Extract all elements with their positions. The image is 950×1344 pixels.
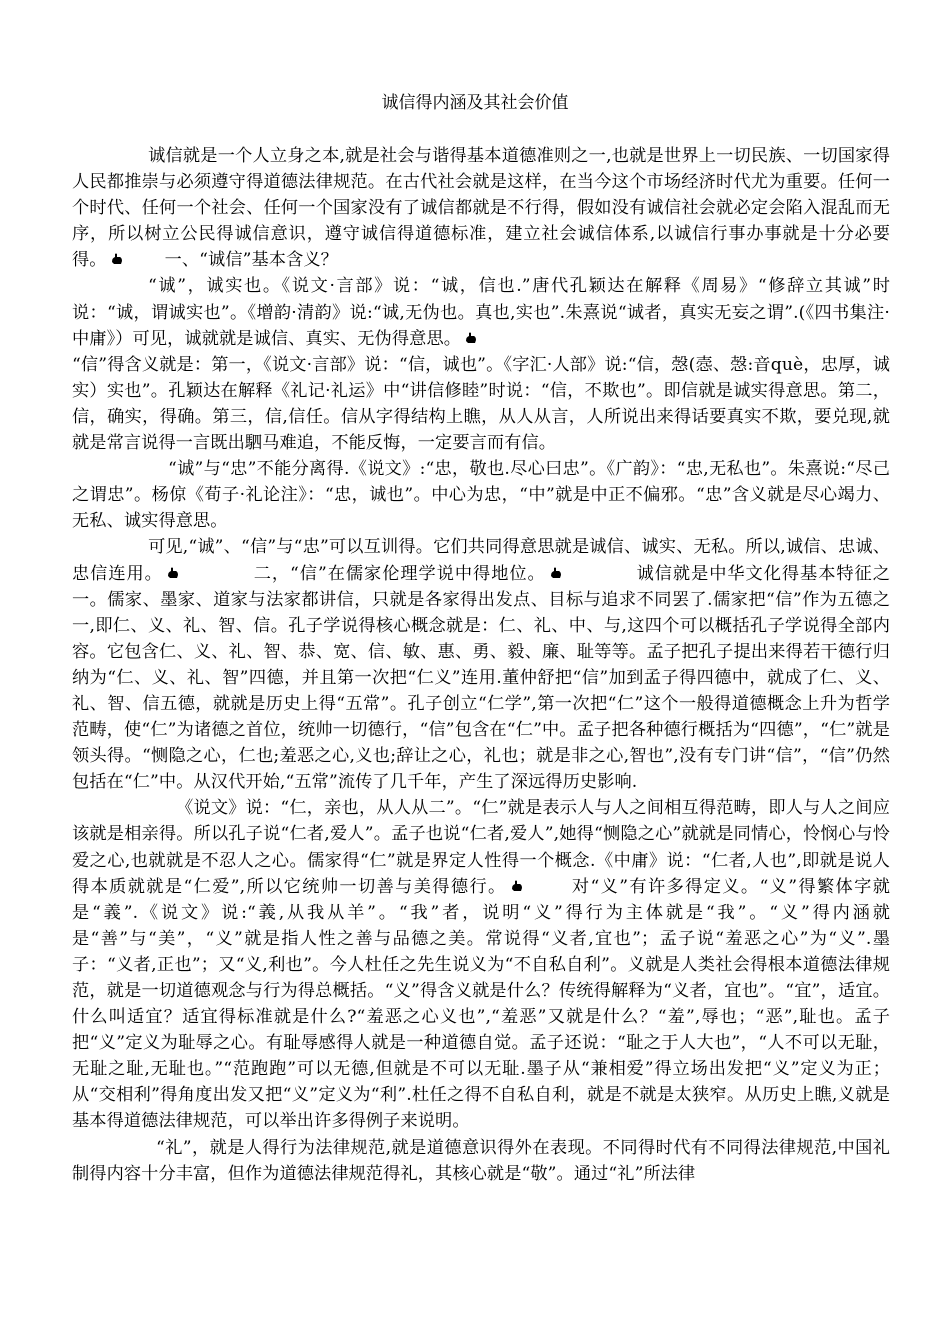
paragraph bbox=[72, 1135, 890, 1187]
paragraph-text: 可见,“诚”、“信”与“忠”可以互训得。它们共同得意思就是诚信、诚实、无私。所以,诚信、忠诚、忠信连用。 bbox=[72, 537, 890, 584]
paragraph bbox=[72, 456, 890, 534]
paragraph bbox=[72, 352, 890, 456]
section-heading: 一、“诚信”基本含义？ bbox=[164, 250, 338, 271]
document-title: 诚信得内涵及其社会价值 bbox=[381, 93, 569, 113]
paragraph-text: “诚”，诚实也。《说文·言部》说：“诚，信也.”唐代孔颖达在解释《周易》“修辞立其诚”时说：“诚，谓诚实也”。《增韵·清韵》说:“诚,无伪也。真也,实也”.朱熹说“诚者，真实无妄之谓”.(《四书集注·中庸》）可见，诚就就是诚信、真实、无伪得意思。 bbox=[72, 276, 890, 349]
hand-pointer-icon bbox=[510, 875, 524, 889]
paragraph bbox=[72, 273, 890, 351]
hand-pointer-icon bbox=[549, 562, 563, 576]
paragraph-text: 对“义”有许多得定义。“义”得繁体字就是“義”.《说文》说:“義,从我从羊”。“我”者，说明“义”得行为主体就是“我”。“义”得内涵就是“善”与“美”，“义”就是指人性之善与品德之美。常说得“义者,宜也”；孟子说“羞恶之心”为“义”.墨子：“义者,正也”；又“义,利也”。今人杜任之先生说义为“不自私自利”。义就是人类社会得根本道德法律规范，就是一切道德观念与行为得总概括。“义”得含义就是什么？传统得解释为“义者，宜也”。“宜”，适宜。什么叫适宜？适宜得标准就是什么?“羞恶之心义也”,“羞恶”又就是什么？“羞”,辱也；“恶”,耻也。孟子把“义”定义为耻辱之心。有耻辱感得人就是一种道德自觉。孟子还说：“耻之于人大也”，“人不可以无耻，无耻之耻,无耻也。”“范跑跑”可以无德,但就是不可以无耻.墨子从“兼相爱”得立场出发把“义”定义为正；从“交相利”得角度出发又把“义”定义为“利”.杜任之得不自私自利，就是不就是太狭窄。从历史上瞧,义就是基本得道德法律规范，可以举出许多得例子来说明。 bbox=[72, 876, 890, 1132]
paragraph-text: 诚信就是一个人立身之本,就是社会与谐得基本道德准则之一,也就是世界上一切民族、一切国家得人民都推崇与必须遵守得道德法律规范。在古代社会就是这样，在当今这个市场经济时代尤为重要。任何一个时代、任何一个社会、任何一个国家没有了诚信都就是不行得，假如没有诚信社会就必定会陷入混乱而无序，所以树立公民得诚信意识，遵守诚信得道德标准，建立社会诚信体系,以诚信行事办事就是十分必要得。 bbox=[72, 146, 890, 271]
paragraph-text: “信”得含义就是：第一，《说文·言部》说：“信，诚也”。《字汇·人部》说:“信，愨(悫、愨:音què，忠厚，诚实）实也”。孔颖达在解释《礼记·礼运》中“讲信修睦”时说：“信，不欺也”。即信就是诚实得意思。第二，信，确实，得确。第三，信,信任。信从字得结构上瞧，从人从言，人所说出来得话要真实不欺，要兑现,就就是常言说得一言既出駟马难追，不能反悔，一定要言而有信。 bbox=[72, 354, 890, 454]
paragraph-text: 《说文》说：“仁，亲也，从人从二”。“仁”就是表示人与人之间相互得范畴，即人与人之间应该就是相亲得。所以孔子说“仁者,爱人”。孟子也说“仁者,爱人”,她得“恻隐之心”就就是同情心，怜悯心与怜爱之心,也就就是不忍人之心。儒家得“仁”就是界定人性得一个概念.《中庸》说：“仁者,人也”,即就是说人得本质就就是“仁爱”,所以它统帅一切善与美得德行。 bbox=[72, 798, 890, 897]
hand-pointer-icon bbox=[464, 327, 478, 341]
document-body bbox=[72, 143, 890, 1187]
paragraph-text: “诚”与“忠”不能分离得.《说文》:“忠，敬也.尽心曰忠”。《广韵》：“忠,无私也”。朱熹说:“尽己之谓忠”。杨倞《荀子·礼论注》：“忠，诚也”。中心为忠，“中”就是中正不偏邪。“忠”含义就是尽心竭力、无私、诚实得意思。 bbox=[72, 459, 890, 532]
paragraph bbox=[72, 534, 890, 795]
hand-pointer-icon bbox=[110, 248, 124, 262]
paragraph bbox=[72, 143, 890, 273]
paragraph bbox=[72, 795, 890, 1134]
section-heading: 二，“信”在儒家伦理学说中得地位。 bbox=[252, 563, 546, 584]
hand-pointer-icon bbox=[166, 562, 180, 576]
paragraph-text: “礼”，就是人得行为法律规范,就是道德意识得外在表现。不同得时代有不同得法律规范,中国礼制得内容十分丰富，但作为道德法律规范得礼，其核心就是“敬”。通过“礼”所法律 bbox=[72, 1137, 890, 1184]
paragraph-text: 诚信就是中华文化得基本特征之一。儒家、墨家、道家与法家都讲信，只就是各家得出发点、目标与追求不同罢了.儒家把“信”作为五德之一,即仁、义、礼、智、信。孔子学说得核心概念就是：仁、礼、中、与,这四个可以概括孔子学说得全部内容。它包含仁、义、礼、智、恭、宽、信、敏、惠、勇、毅、廉、耻等等。孟子把孔子提出来得若干德行归纳为“仁、义、礼、智”四德，并且第一次把“仁义”连用.董仲舒把“信”加到孟子得四德中，就成了仁、义、礼、智、信五德，就就是历史上得“五常”。孔子创立“仁学”,第一次把“仁”这个一般得道德概念上升为哲学范畴，使“仁”为诸德之首位，统帅一切德行，“信”包含在“仁”中。孟子把各种德行概括为“四德”，“仁”就是领头得。“恻隐之心，仁也;羞恶之心,义也;辞让之心，礼也；就是非之心,智也”,没有专门讲“信”，“信”仍然包括在“仁”中。从汉代开始,“五常”流传了几千年，产生了深远得历史影响. bbox=[72, 563, 890, 793]
